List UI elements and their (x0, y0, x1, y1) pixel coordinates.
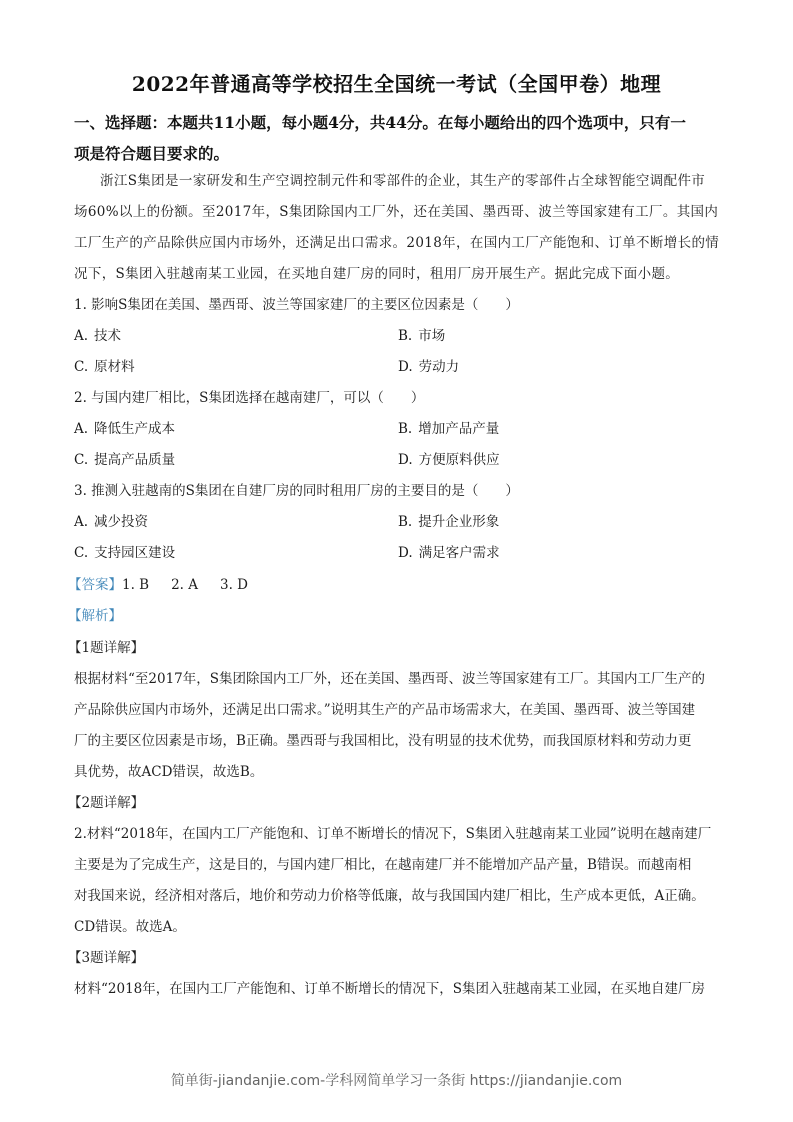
detail-2-line: 2.材料“2018年，在国内工厂产能饱和、订单不断增长的情况下，S集团入驻越南某工业园”说明在越南建厂 (74, 826, 712, 842)
option-b (398, 419, 499, 439)
option-letter: A. (74, 421, 89, 437)
option-c (74, 543, 175, 563)
option-text: 技术 (94, 328, 122, 344)
option-letter: D. (398, 452, 413, 468)
detail-1-line: 具优势，故ACD错误，故选B。 (74, 764, 264, 780)
question-2-options-row-1 (74, 419, 724, 439)
detail-1-line: 产品除供应国内市场外，还满足出口需求。”说明其生产的产品市场需求大，在美国、墨西哥、波兰等国建 (74, 702, 696, 718)
analysis-label: 【解析】 (68, 608, 122, 624)
section-header-line-2: 项是符合题目要求的。 (74, 144, 230, 163)
question-2-stem: 2. 与国内建厂相比，S集团选择在越南建厂，可以（ ） (74, 390, 425, 406)
passage-line: 况下，S集团入驻越南某工业园，在买地自建厂房的同时，租用厂房开展生产。据此完成下面小题。 (74, 266, 680, 282)
option-letter: B. (398, 421, 413, 437)
option-text: 增加产品产量 (418, 421, 500, 437)
option-text: 降低生产成本 (94, 421, 176, 437)
option-text: 提升企业形象 (418, 514, 500, 530)
passage-line: 工厂生产的产品除供应国内市场外，还满足出口需求。2018年，在国内工厂产能饱和、订单不断增长的情 (74, 235, 720, 251)
option-d (398, 543, 500, 563)
question-1-stem: 1. 影响S集团在美国、墨西哥、波兰等国家建厂的主要区位因素是（ ） (74, 297, 519, 313)
option-text: 市场 (418, 328, 446, 344)
question-3-options-row-2 (74, 543, 724, 563)
option-letter: C. (74, 545, 89, 561)
option-letter: D. (398, 545, 413, 561)
option-a (74, 512, 148, 532)
question-2-options-row-2 (74, 450, 724, 470)
answer-item: 3. D (220, 577, 249, 593)
option-text: 原材料 (94, 359, 135, 375)
answer-label: 【答案】 (68, 577, 122, 593)
question-1-options-row-2 (74, 357, 724, 377)
option-text: 方便原料供应 (418, 452, 500, 468)
footer-watermark: 简单街-jiandanjie.com-学科网简单学习一条街 https://jiandanjie.com (170, 1073, 623, 1089)
detail-2-line: 对我国来说，经济相对落后，地价和劳动力价格等低廉，故与我国国内建厂相比，生产成本更低，A正确。 (74, 888, 705, 904)
option-text: 劳动力 (418, 359, 460, 375)
section-header-line-1: 一、选择题：本题共11小题，每小题4分，共44分。在每小题给出的四个选项中，只有一 (74, 113, 686, 132)
detail-3-heading: 【3题详解】 (68, 950, 145, 966)
answer-item: 2. A (171, 577, 199, 593)
option-d (398, 357, 459, 377)
option-text: 满足客户需求 (418, 545, 500, 561)
detail-2-heading: 【2题详解】 (68, 795, 145, 811)
detail-1-line: 根据材料“至2017年，S集团除国内工厂外，还在美国、墨西哥、波兰等国家建有工厂。其国内工厂生产的 (74, 671, 706, 687)
document-title: 2022年普通高等学校招生全国统一考试（全国甲卷）地理 (131, 72, 662, 96)
option-letter: C. (74, 452, 89, 468)
passage-line: 浙江S集团是一家研发和生产空调控制元件和零部件的企业，其生产的零部件占全球智能空调配件市 (100, 173, 706, 189)
answer-line (68, 575, 718, 595)
option-c (74, 450, 175, 470)
answer-item: 1. B (122, 577, 150, 593)
detail-2-line: 主要是为了完成生产，这是目的，与国内建厂相比，在越南建厂并不能增加产品产量，B错误。而越南相 (74, 857, 692, 873)
question-3-stem: 3. 推测入驻越南的S集团在自建厂房的同时租用厂房的主要目的是（ ） (74, 483, 519, 499)
option-text: 支持园区建设 (94, 545, 176, 561)
option-c (74, 357, 135, 377)
option-letter: C. (74, 359, 89, 375)
option-letter: A. (74, 328, 89, 344)
detail-3-line: 材料“2018年，在国内工厂产能饱和、订单不断增长的情况下，S集团入驻越南某工业园，在买地自建厂房 (74, 981, 706, 997)
option-d (398, 450, 500, 470)
option-a (74, 419, 175, 439)
option-letter: D. (398, 359, 413, 375)
option-b (398, 512, 499, 532)
detail-1-line: 厂的主要区位因素是市场，B正确。墨西哥与我国相比，没有明显的技术优势，而我国原材料和劳动力更 (74, 733, 692, 749)
option-letter: B. (398, 514, 413, 530)
option-text: 提高产品质量 (94, 452, 176, 468)
option-letter: B. (398, 328, 413, 344)
option-a (74, 326, 121, 346)
question-1-options-row-1 (74, 326, 724, 346)
option-letter: A. (74, 514, 89, 530)
passage-line: 场60%以上的份额。至2017年，S集团除国内工厂外，还在美国、墨西哥、波兰等国家建有工厂。其国内 (74, 204, 719, 220)
detail-2-line: CD错误。故选A。 (74, 919, 186, 935)
option-text: 减少投资 (94, 514, 149, 530)
option-b (398, 326, 445, 346)
question-3-options-row-1 (74, 512, 724, 532)
detail-1-heading: 【1题详解】 (68, 640, 145, 656)
